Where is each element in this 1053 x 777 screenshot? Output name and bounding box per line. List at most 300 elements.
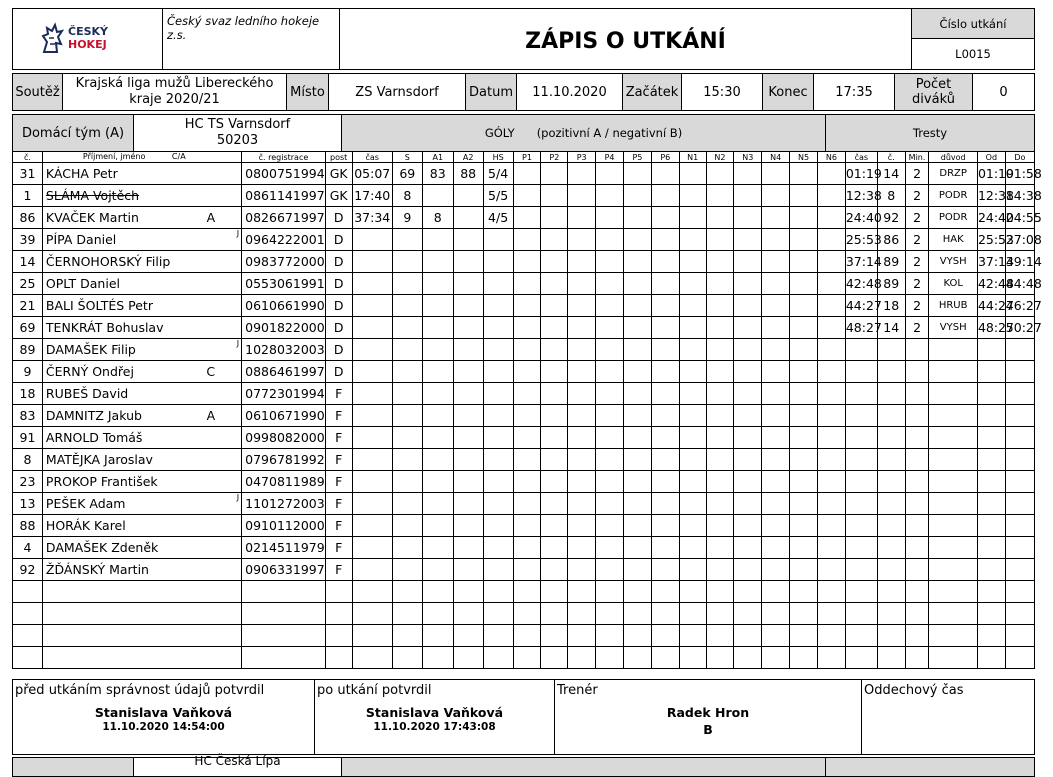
player-position: [325, 581, 352, 603]
goal-p2: [541, 229, 568, 251]
penalty-reason: KOL: [929, 273, 978, 295]
goal-n1: [679, 493, 706, 515]
penalty-player: 14: [877, 317, 905, 339]
player-name-cell: [42, 537, 241, 559]
penalty-player: 8: [877, 185, 905, 207]
goal-n5: [790, 603, 818, 625]
goal-scorer: [392, 647, 422, 669]
goal-time: [352, 427, 392, 449]
goal-p2: [541, 471, 568, 493]
penalty-time: [845, 559, 877, 581]
goal-strength: [483, 405, 513, 427]
player-name: KVAČEK Martin: [45, 210, 139, 225]
player-registration: [242, 647, 326, 669]
penalties-header: Tresty: [825, 114, 1035, 152]
goal-assist-2: [453, 537, 483, 559]
goal-assist-1: [422, 361, 453, 383]
player-number: [13, 581, 43, 603]
goal-n6: [817, 229, 845, 251]
goal-p4: [596, 405, 624, 427]
match-number-label: Číslo utkání: [939, 16, 1007, 31]
player-position: D: [325, 361, 352, 383]
goal-n1: [679, 317, 706, 339]
goal-n3: [734, 361, 762, 383]
player-registration: 0983772000: [242, 251, 326, 273]
goal-p4: [596, 273, 624, 295]
goal-p6: [651, 603, 679, 625]
penalty-time: [845, 537, 877, 559]
player-number: 92: [13, 559, 43, 581]
table-row: [13, 251, 1035, 273]
goal-n1: [679, 405, 706, 427]
goal-n2: [706, 559, 734, 581]
player-name: DAMAŠEK Zdeněk: [45, 540, 159, 555]
goal-n5: [790, 405, 818, 427]
col-pos: post: [325, 152, 352, 163]
goal-assist-1: [422, 493, 453, 515]
penalty-player: [877, 405, 905, 427]
goal-n2: [706, 339, 734, 361]
player-number: 25: [13, 273, 43, 295]
goal-p3: [568, 361, 596, 383]
match-number-label-box: [911, 8, 1035, 39]
penalty-reason: PODR: [929, 185, 978, 207]
penalty-time: [845, 493, 877, 515]
goal-assist-2: [453, 449, 483, 471]
goal-n4: [762, 339, 790, 361]
goal-n3: [734, 625, 762, 647]
goal-n3: [734, 383, 762, 405]
goal-scorer: [392, 537, 422, 559]
goal-p3: [568, 515, 596, 537]
goal-n5: [790, 207, 818, 229]
col-p3: P3: [568, 152, 596, 163]
goal-strength: [483, 603, 513, 625]
goal-p3: [568, 405, 596, 427]
penalty-reason: [929, 625, 978, 647]
goal-assist-1: [422, 471, 453, 493]
player-number: 13: [13, 493, 43, 515]
goal-n3: [734, 515, 762, 537]
penalty-reason: VYSH: [929, 251, 978, 273]
goal-n4: [762, 647, 790, 669]
table-row: [13, 625, 1035, 647]
col-name: [42, 152, 241, 163]
penalty-reason: DRZP: [929, 163, 978, 185]
goal-n6: [817, 559, 845, 581]
penalty-player: 14: [877, 163, 905, 185]
goal-assist-1: [422, 449, 453, 471]
col-pen-to: Do: [1005, 152, 1034, 163]
player-name-cell: [42, 647, 241, 669]
goal-strength: [483, 493, 513, 515]
goal-scorer: [392, 339, 422, 361]
goal-strength: [483, 361, 513, 383]
goal-n1: [679, 603, 706, 625]
goal-p6: [651, 185, 679, 207]
col-p6: P6: [651, 152, 679, 163]
player-registration: 0796781992: [242, 449, 326, 471]
table-row: [13, 581, 1035, 603]
player-name: TENKRÁT Bohuslav: [45, 320, 164, 335]
penalty-player: [877, 339, 905, 361]
goal-n3: [734, 207, 762, 229]
goal-n1: [679, 427, 706, 449]
goal-n4: [762, 471, 790, 493]
end-value: 17:35: [813, 73, 895, 111]
player-registration: 0610661990: [242, 295, 326, 317]
competition-value: [62, 73, 287, 111]
penalty-minutes: 2: [905, 273, 929, 295]
goal-time: [352, 537, 392, 559]
footer-timeout: [861, 679, 1035, 755]
goal-n6: [817, 493, 845, 515]
col-n4: N4: [762, 152, 790, 163]
player-name-cell: [42, 471, 241, 493]
player-role: A: [206, 408, 216, 423]
player-registration: 0998082000: [242, 427, 326, 449]
goal-n6: [817, 647, 845, 669]
logo-box: [12, 8, 162, 70]
player-number: 14: [13, 251, 43, 273]
player-position: D: [325, 251, 352, 273]
player-position: D: [325, 339, 352, 361]
goal-assist-2: [453, 405, 483, 427]
goal-n3: [734, 185, 762, 207]
player-number: 31: [13, 163, 43, 185]
goal-p5: [623, 471, 651, 493]
penalty-time: [845, 405, 877, 427]
goal-n3: [734, 317, 762, 339]
goal-n3: [734, 427, 762, 449]
penalty-player: [877, 559, 905, 581]
player-number: 86: [13, 207, 43, 229]
goal-n1: [679, 251, 706, 273]
goal-p4: [596, 625, 624, 647]
goal-n3: [734, 251, 762, 273]
penalty-time: [845, 625, 877, 647]
col-pen-reason: důvod: [929, 152, 978, 163]
goal-scorer: [392, 295, 422, 317]
goal-p1: [513, 207, 541, 229]
goal-n2: [706, 317, 734, 339]
goal-assist-2: [453, 185, 483, 207]
goal-n2: [706, 295, 734, 317]
goal-p2: [541, 273, 568, 295]
penalty-time: 12:38: [845, 185, 877, 207]
penalty-to: [1005, 581, 1034, 603]
penalty-to: 01:58: [1005, 163, 1034, 185]
goal-assist-2: [453, 515, 483, 537]
goal-assist-2: [453, 493, 483, 515]
player-name-cell: [42, 383, 241, 405]
player-name: ČERNOHORSKÝ Filip: [45, 254, 171, 269]
player-number: 39: [13, 229, 43, 251]
goal-scorer: 8: [392, 185, 422, 207]
penalty-to: [1005, 449, 1034, 471]
penalty-minutes: 2: [905, 163, 929, 185]
start-label: Začátek: [622, 73, 682, 111]
penalty-time: [845, 603, 877, 625]
goal-n1: [679, 207, 706, 229]
goal-p3: [568, 251, 596, 273]
goal-p4: [596, 185, 624, 207]
penalty-reason: [929, 603, 978, 625]
penalty-player: [877, 471, 905, 493]
goal-p3: [568, 383, 596, 405]
goal-p2: [541, 537, 568, 559]
goal-p2: [541, 493, 568, 515]
goal-p5: [623, 273, 651, 295]
penalty-reason: [929, 339, 978, 361]
player-number: 9: [13, 361, 43, 383]
player-position: F: [325, 405, 352, 427]
penalty-minutes: 2: [905, 295, 929, 317]
goal-n4: [762, 625, 790, 647]
penalty-time: 44:27: [845, 295, 877, 317]
goal-assist-1: [422, 251, 453, 273]
col-n5: N5: [790, 152, 818, 163]
player-position: D: [325, 207, 352, 229]
player-name: RUBEŠ David: [45, 386, 129, 401]
goal-scorer: [392, 273, 422, 295]
goal-assist-2: [453, 273, 483, 295]
table-row: [13, 647, 1035, 669]
penalty-reason: [929, 471, 978, 493]
team-row: [12, 114, 1035, 152]
col-ca-label: C/A: [171, 152, 186, 161]
goal-assist-2: 88: [453, 163, 483, 185]
player-registration: 0910112000: [242, 515, 326, 537]
goal-scorer: [392, 559, 422, 581]
goal-n2: [706, 207, 734, 229]
goal-time: 17:40: [352, 185, 392, 207]
goal-n5: [790, 537, 818, 559]
roster-body: [13, 152, 1042, 669]
player-name: HORÁK Karel: [45, 518, 126, 533]
penalty-minutes: [905, 339, 929, 361]
goal-p4: [596, 647, 624, 669]
goal-n3: [734, 647, 762, 669]
goal-n6: [817, 361, 845, 383]
goal-p3: [568, 185, 596, 207]
goal-time: [352, 581, 392, 603]
goal-n3: [734, 163, 762, 185]
player-position: D: [325, 295, 352, 317]
goal-assist-1: [422, 581, 453, 603]
team-name-line-1: HC TS Varnsdorf: [184, 117, 291, 132]
goal-p1: [513, 229, 541, 251]
penalty-from: [977, 559, 1005, 581]
title-box: [340, 8, 912, 70]
goal-assist-1: [422, 273, 453, 295]
goal-n4: [762, 361, 790, 383]
goal-n3: [734, 537, 762, 559]
goal-p2: [541, 361, 568, 383]
goal-n4: [762, 317, 790, 339]
penalty-player: [877, 383, 905, 405]
goal-assist-2: [453, 317, 483, 339]
goal-n1: [679, 361, 706, 383]
goal-assist-2: [453, 625, 483, 647]
penalty-to: [1005, 405, 1034, 427]
goal-n6: [817, 471, 845, 493]
penalty-from: [977, 471, 1005, 493]
goal-n4: [762, 515, 790, 537]
table-row: [13, 185, 1035, 207]
goal-scorer: [392, 449, 422, 471]
goal-time: [352, 625, 392, 647]
goal-assist-2: [453, 581, 483, 603]
player-registration: 1028032003: [242, 339, 326, 361]
footer-after: [314, 679, 555, 755]
goal-n4: [762, 185, 790, 207]
goal-scorer: [392, 493, 422, 515]
goal-strength: [483, 559, 513, 581]
penalty-player: [877, 449, 905, 471]
goal-p6: [651, 229, 679, 251]
penalty-time: 37:14: [845, 251, 877, 273]
player-registration: 0772301994: [242, 383, 326, 405]
goal-strength: [483, 317, 513, 339]
goal-assist-2: [453, 559, 483, 581]
penalty-to: [1005, 625, 1034, 647]
penalty-to: [1005, 559, 1034, 581]
goal-assist-1: [422, 383, 453, 405]
player-role: A: [206, 210, 216, 225]
penalty-to: [1005, 361, 1034, 383]
penalty-from: [977, 603, 1005, 625]
penalty-time: [845, 361, 877, 383]
player-position: F: [325, 449, 352, 471]
player-name: DAMAŠEK Filip: [45, 342, 136, 357]
goal-assist-1: [422, 559, 453, 581]
player-name-cell: [42, 251, 241, 273]
goal-n2: [706, 163, 734, 185]
goal-p6: [651, 383, 679, 405]
penalty-to: [1005, 339, 1034, 361]
penalty-to: 39:14: [1005, 251, 1034, 273]
penalty-time: [845, 449, 877, 471]
goal-n6: [817, 427, 845, 449]
goal-p6: [651, 427, 679, 449]
player-name: DAMNITZ Jakub: [45, 408, 142, 423]
date-value: 11.10.2020: [516, 73, 623, 111]
after-time: 11.10.2020 17:43:08: [373, 721, 496, 733]
penalty-reason: [929, 383, 978, 405]
goal-p4: [596, 559, 624, 581]
player-registration: 0901822000: [242, 317, 326, 339]
team-name: [133, 114, 342, 152]
player-position: GK: [325, 163, 352, 185]
goal-assist-1: 8: [422, 207, 453, 229]
player-number: [13, 647, 43, 669]
goal-time: [352, 405, 392, 427]
goal-assist-2: [453, 229, 483, 251]
lion-logo-icon: [39, 22, 65, 56]
penalty-minutes: [905, 449, 929, 471]
goal-time: [352, 273, 392, 295]
goal-p5: [623, 537, 651, 559]
penalty-minutes: [905, 427, 929, 449]
goal-n3: [734, 559, 762, 581]
col-p5: P5: [623, 152, 651, 163]
table-row: [13, 295, 1035, 317]
penalty-from: [977, 427, 1005, 449]
player-name-cell: [42, 515, 241, 537]
player-name-cell: [42, 339, 241, 361]
goal-p5: [623, 405, 651, 427]
goal-n2: [706, 537, 734, 559]
table-row: [13, 405, 1035, 427]
goal-n3: [734, 471, 762, 493]
goal-n5: [790, 471, 818, 493]
goal-n4: [762, 163, 790, 185]
player-name: ČERNÝ Ondřej: [45, 364, 134, 379]
player-name: BALI ŠOLTÉS Petr: [45, 298, 153, 313]
penalty-player: [877, 625, 905, 647]
goal-n2: [706, 625, 734, 647]
goal-n5: [790, 317, 818, 339]
player-registration: 0964222001: [242, 229, 326, 251]
goal-strength: [483, 515, 513, 537]
goal-n1: [679, 339, 706, 361]
goal-n1: [679, 515, 706, 537]
goal-strength: [483, 647, 513, 669]
player-number: 69: [13, 317, 43, 339]
goal-time: [352, 647, 392, 669]
goal-assist-1: [422, 229, 453, 251]
col-n1: N1: [679, 152, 706, 163]
junior-mark: J: [236, 339, 240, 348]
goal-time: [352, 449, 392, 471]
goal-p6: [651, 207, 679, 229]
goal-time: [352, 361, 392, 383]
goal-p6: [651, 251, 679, 273]
goal-assist-2: [453, 207, 483, 229]
penalty-from: [977, 493, 1005, 515]
goal-p1: [513, 427, 541, 449]
spectators-label: [894, 73, 973, 111]
goal-p6: [651, 537, 679, 559]
player-name-cell: [42, 317, 241, 339]
coach-label: Trenér: [557, 683, 598, 698]
penalty-to: [1005, 603, 1034, 625]
goal-n5: [790, 273, 818, 295]
player-number: [13, 625, 43, 647]
player-registration: 0826671997: [242, 207, 326, 229]
player-position: F: [325, 515, 352, 537]
logo-text-2: HOKEJ: [68, 38, 107, 51]
penalty-time: [845, 581, 877, 603]
goal-n1: [679, 471, 706, 493]
goal-assist-1: [422, 515, 453, 537]
goal-n6: [817, 317, 845, 339]
goal-p6: [651, 559, 679, 581]
goal-n4: [762, 229, 790, 251]
penalty-player: [877, 647, 905, 669]
goal-strength: [483, 229, 513, 251]
goal-scorer: [392, 581, 422, 603]
goal-n6: [817, 625, 845, 647]
goal-time: [352, 493, 392, 515]
end-label: Konec: [762, 73, 814, 111]
penalty-to: 27:08: [1005, 229, 1034, 251]
penalty-to: [1005, 647, 1034, 669]
player-name-cell: [42, 581, 241, 603]
goal-time: [352, 317, 392, 339]
before-name: Stanislava Vaňková: [94, 704, 233, 720]
